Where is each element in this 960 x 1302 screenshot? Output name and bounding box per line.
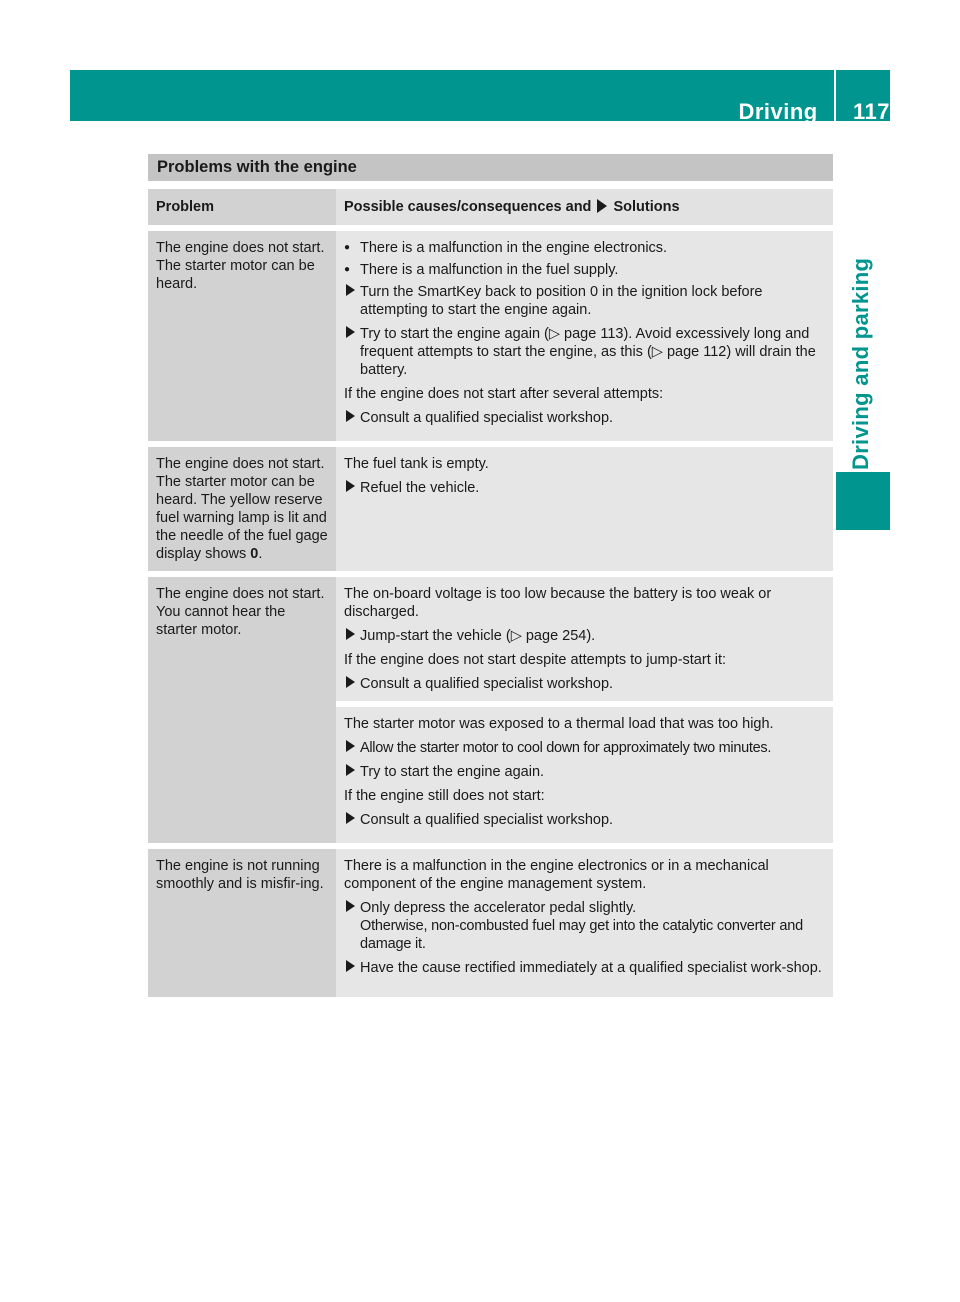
action-note-text: Otherwise, non-combusted fuel may get into the catalytic converter and damage it. [360, 918, 803, 952]
col-solutions-header-text: Possible causes/consequences and [344, 199, 592, 215]
cause-text: The starter motor was exposed to a thermal load that was too high. [344, 716, 774, 732]
action-text: Consult a qualified specialist workshop. [360, 676, 614, 692]
action-text: Turn the SmartKey back to position 0 in the ignition lock before attempting to start the engine again. [360, 284, 763, 318]
problem-text: The engine does not start. The starter motor can be heard. The yellow reserve fuel warning lamp is lit and the needle of the fuel gage display shows [156, 456, 328, 562]
problem-cell: The engine does not start. You cannot hear the starter motor. [148, 577, 336, 843]
action-text: Try to start the engine again (▷ page 113). Avoid excessively long and frequent attempts to start the engine, as this (▷ page 112) will drain the battery. [360, 326, 816, 378]
action-arrow-icon [346, 480, 355, 492]
action-arrow-icon [346, 284, 355, 296]
problem-text-end: . [258, 546, 263, 562]
action-text: Try to start the engine again. [360, 764, 545, 780]
action-arrow-icon [346, 628, 355, 640]
table-row [148, 447, 833, 571]
cause-text: There is a malfunction in the engine electronics or in a mechanical component of the engine management system. [344, 858, 769, 892]
action-arrow-icon [346, 900, 355, 912]
chapter-title: Driving [738, 98, 818, 124]
action-arrow-icon [346, 764, 355, 776]
table-row [148, 849, 833, 997]
action-item [344, 675, 825, 693]
action-text: Consult a qualified specialist workshop. [360, 410, 614, 426]
running-header [738, 86, 890, 137]
action-item [344, 811, 825, 829]
note-text: If the engine does not start despite attempts to jump-start it: [344, 652, 727, 668]
action-arrow-icon [597, 199, 607, 213]
action-arrow-icon [346, 326, 355, 338]
troubleshooting-table [148, 189, 833, 997]
action-arrow-icon [346, 740, 355, 752]
action-text: Jump-start the vehicle (▷ page 254). [360, 628, 596, 644]
table-row [148, 231, 833, 441]
problem-cell [148, 447, 336, 571]
cause-text: The on-board voltage is too low because the battery is too weak or discharged. [344, 586, 772, 620]
action-text: Only depress the accelerator pedal slightly. [360, 900, 637, 916]
list-item [344, 239, 825, 257]
action-item [344, 479, 825, 497]
solution-cell [336, 231, 833, 441]
section-title: Problems with the engine [148, 154, 833, 181]
action-arrow-icon [346, 812, 355, 824]
action-text: Refuel the vehicle. [360, 480, 480, 496]
action-item [344, 409, 825, 427]
action-item [344, 283, 825, 319]
action-arrow-icon [346, 960, 355, 972]
page-number: 117 [853, 98, 890, 124]
cause-text: The fuel tank is empty. [344, 456, 489, 472]
table-row [148, 577, 833, 843]
round-bullet-icon: ● [344, 242, 351, 253]
round-bullet-icon: ● [344, 264, 351, 275]
action-text: Allow the starter motor to cool down for approximately two minutes. [360, 740, 772, 756]
action-item [344, 763, 825, 781]
solution-cell [336, 849, 833, 997]
inner-divider [336, 701, 833, 707]
action-arrow-icon [346, 676, 355, 688]
list-item [344, 261, 825, 279]
action-arrow-icon [346, 410, 355, 422]
action-item [344, 739, 825, 757]
cause-text: There is a malfunction in the engine electronics. [360, 240, 668, 256]
table-header-row [148, 189, 833, 225]
action-item [344, 959, 825, 977]
note-text: If the engine still does not start: [344, 788, 545, 804]
header-divider [834, 70, 836, 121]
action-item [344, 325, 825, 379]
col-solutions-header-text-2: Solutions [613, 199, 680, 215]
problem-bold-value: 0 [250, 546, 259, 562]
action-text: Consult a qualified specialist workshop. [360, 812, 614, 828]
problem-cell: The engine does not start. The starter motor can be heard. [148, 231, 336, 441]
cause-text: There is a malfunction in the fuel supply. [360, 262, 619, 278]
action-text: Have the cause rectified immediately at a qualified specialist work-shop. [360, 960, 822, 976]
note-text: If the engine does not start after several attempts: [344, 386, 664, 402]
solution-cell [336, 577, 833, 843]
side-tab-marker [836, 472, 890, 530]
action-item [344, 627, 825, 645]
problem-cell: The engine is not running smoothly and is misfir-ing. [148, 849, 336, 997]
side-tab-label: Driving and parking [848, 257, 873, 470]
solution-cell [336, 447, 833, 571]
col-solutions-header [336, 189, 833, 225]
col-problem-header: Problem [148, 189, 336, 225]
action-item [344, 899, 825, 953]
